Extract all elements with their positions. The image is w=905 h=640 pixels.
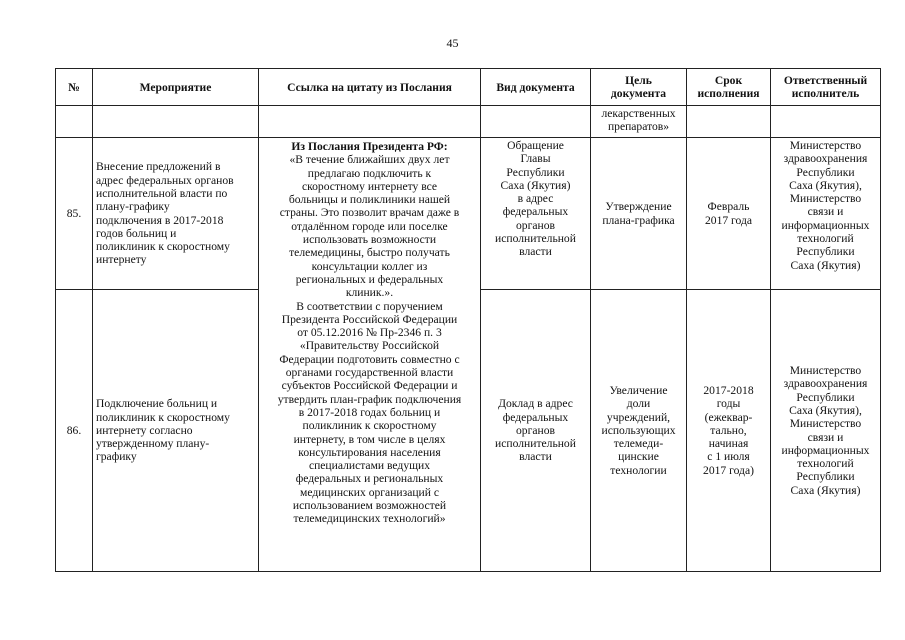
row-responsible: Министерство здравоохранения Республики Саха (Якутия), Министерство связи и информационных технологий Республики Саха (Якутия) [771,138,881,290]
continuation-row [56,106,881,138]
header-event: Мероприятие [93,69,259,106]
table-row [56,138,881,290]
row-doc-type: Обращение Главы Республики Саха (Якутия) в адрес федеральных органов исполнительной власти [481,138,591,290]
quote-heading: Из Послания Президента РФ: [291,140,448,153]
header-row [56,69,881,106]
row-number: 85. [56,138,93,290]
row-deadline: Февраль 2017 года [687,138,771,290]
header-number: № [56,69,93,106]
header-deadline: Срок исполнения [687,69,771,106]
continuation-goal: лекарственных препаратов» [591,106,687,138]
plan-table [55,68,881,572]
row-event: Внесение предложений в адрес федеральных органов исполнительной власти по плану-графику подключения в 2017-2018 годов больниц и поликлиник к скоростному интернету [93,138,259,290]
header-goal: Цель документа [591,69,687,106]
row-goal: Утверждение плана-графика [591,138,687,290]
row-goal: Увеличение доли учреждений, использующих телемеди- цинские технологии [591,290,687,572]
row-responsible: Министерство здравоохранения Республики Саха (Якутия), Министерство связи и информационных технологий Республики Саха (Якутия) [771,290,881,572]
header-responsible: Ответственный исполнитель [771,69,881,106]
row-number: 86. [56,290,93,572]
header-doc-type: Вид документа [481,69,591,106]
row-quote: Из Послания Президента РФ: «В течение ближайших двух лет предлагаю подключить к скоростному интернету все больницы и поликлиники нашей страны. Это позволит врачам даже в отдалённом городе или поселке использовать возможности телемедицины, быстро получать консультации коллег из региональных и федеральных клиник.». В соответствии с поручением Президента Российской Федерации от 05.12.2016 № Пр-2346 п. 3 «Правительству Российской Федерации подготовить совместно с органами государственной власти субъектов Российской Федерации и утвердить план-график подключения в 2017-2018 годах больниц и поликлиник к скоростному интернету, в том числе в целях консультирования населения специалистами ведущих федеральных и региональных медицинских организаций с использованием возможностей телемедицинских технологий» [259,138,481,572]
row-doc-type: Доклад в адрес федеральных органов исполнительной власти [481,290,591,572]
header-quote: Ссылка на цитату из Послания [259,69,481,106]
page-number: 45 [446,36,459,50]
row-event: Подключение больниц и поликлиник к скоростному интернету согласно утвержденному плану- графику [93,290,259,572]
row-deadline: 2017-2018 годы (ежеквар- тально, начиная с 1 июля 2017 года) [687,290,771,572]
